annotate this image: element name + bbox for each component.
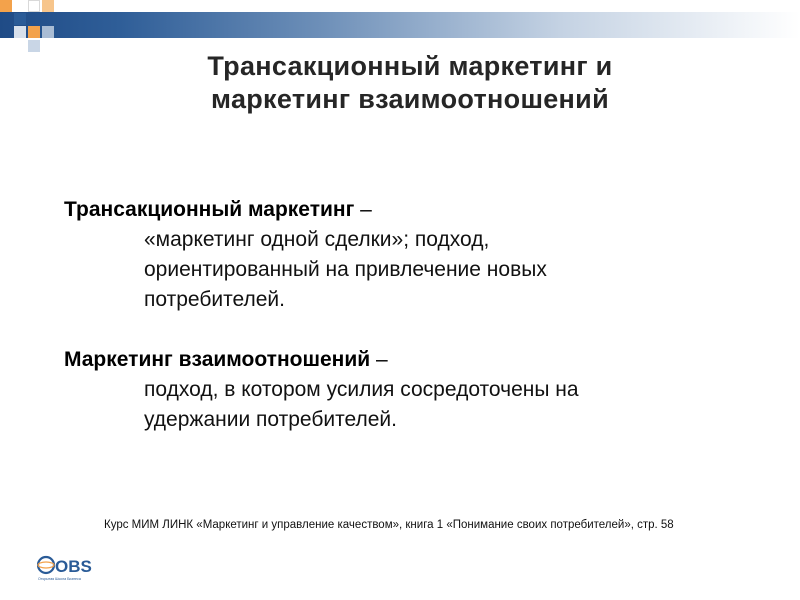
definition-line: потребителей. [144,288,285,311]
source-citation: Курс МИМ ЛИНК «Маркетинг и управление качеством», книга 1 «Понимание своих потребителей», стр. 58 [104,519,674,531]
logo-text: OBS [55,557,92,576]
decor-square [42,0,54,12]
top-gradient-band [0,12,800,38]
slide-title [120,50,700,116]
spacer [64,315,744,345]
slide-body [64,195,744,435]
definition-dash: – [354,198,372,221]
slide-title-line: Трансакционный маркетинг и [207,51,613,81]
definition-block [64,345,744,435]
decor-square [14,26,26,38]
decor-square [28,26,40,38]
obs-logo [37,553,107,583]
definition-term-row [64,195,744,225]
definition-term: Маркетинг взаимоотношений [64,348,371,371]
definition-block [64,195,744,315]
definition-term-row [64,345,744,375]
definition-line: удержании потребителей. [144,408,397,431]
slide-title-line: маркетинг взаимоотношений [211,84,609,114]
definition-term: Трансакционный маркетинг [64,198,355,221]
decor-square [14,13,26,25]
definition-text [144,375,744,435]
decor-square [28,40,40,52]
decor-square [0,0,12,12]
definition-dash: – [370,348,388,371]
decor-square [28,0,40,12]
definition-text [144,225,744,315]
definition-line: ориентированный на привлечение новых [144,258,547,281]
logo-subtext: Открытая Школа Бизнеса [38,577,81,581]
definition-line: «маркетинг одной сделки»; подход, [144,228,490,251]
decor-square [42,26,54,38]
definition-line: подход, в котором усилия сосредоточены на [144,378,579,401]
